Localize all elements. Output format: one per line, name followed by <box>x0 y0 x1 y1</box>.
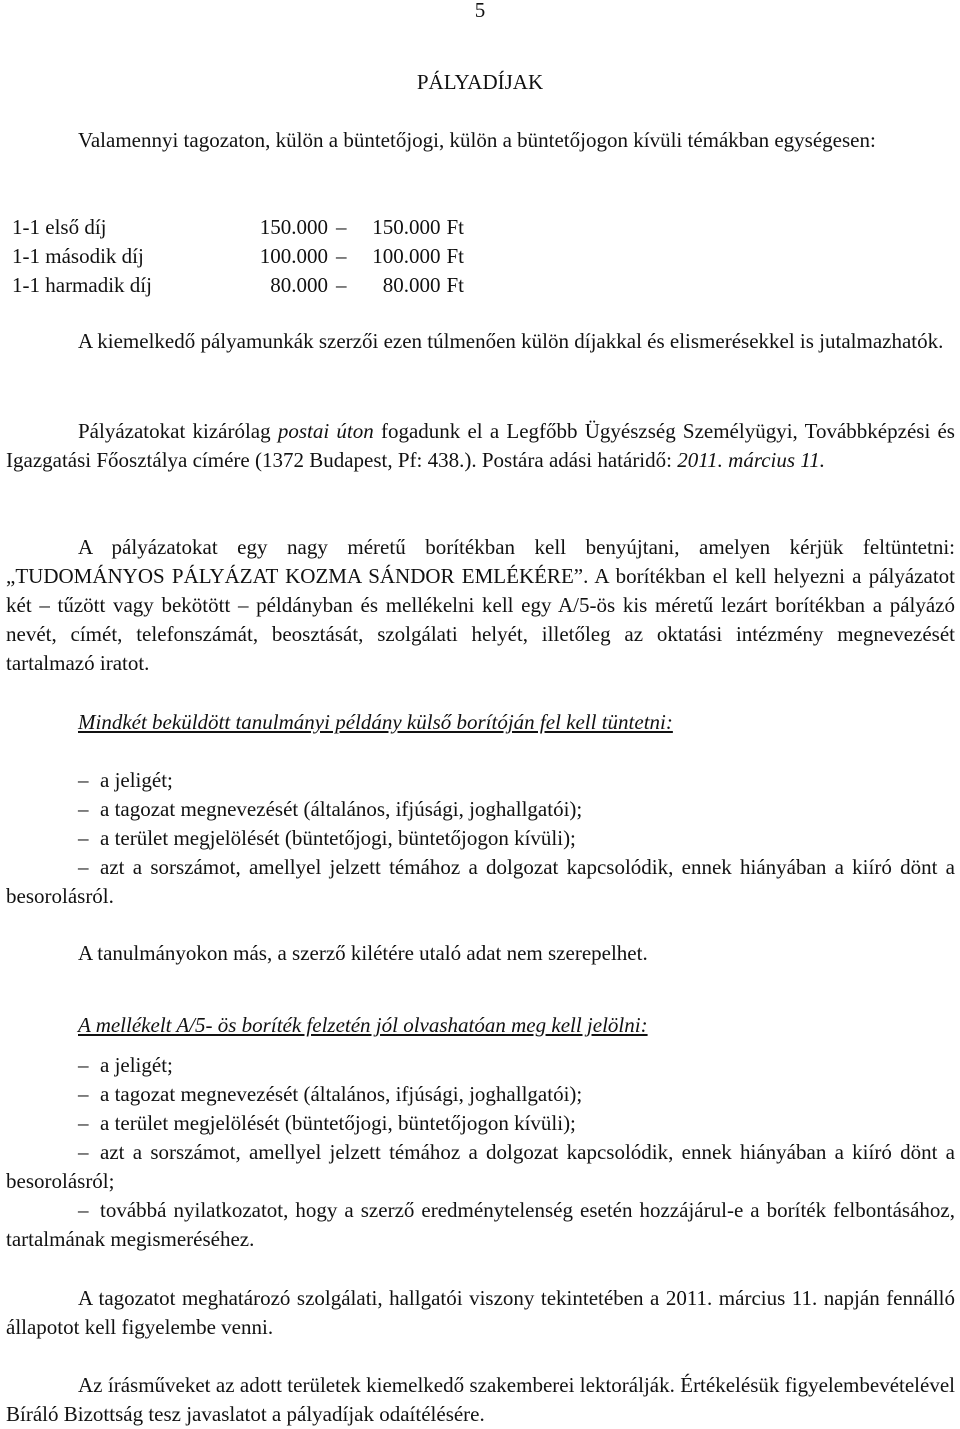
prize-amount-to: 100.000 <box>372 244 441 268</box>
review-paragraph <box>6 1371 955 1429</box>
list-item: – azt a sorszámot, amellyel jelzett témához a dolgozat kapcsolódik, ennek hiányában a kiíró dönt a besorolásról; <box>6 1140 955 1193</box>
prize-label: 1-1 harmadik díj <box>12 273 152 297</box>
envelope-paragraph <box>6 533 955 678</box>
prize-currency: Ft <box>446 273 465 297</box>
prize-amount-to: 150.000 <box>372 215 441 239</box>
intro-paragraph <box>6 126 955 155</box>
copies-heading: Mindkét beküldött tanulmányi példány külső borítóján fel kell tüntetni: <box>78 710 673 734</box>
list-item: – a terület megjelölését (büntetőjogi, büntetőjogon kívüli); <box>78 1111 576 1135</box>
range-dash: – <box>336 273 347 297</box>
prize-label: 1-1 második díj <box>12 244 144 268</box>
prize-currency: Ft <box>446 244 465 268</box>
postal-text <box>6 417 955 475</box>
prize-table <box>6 213 955 300</box>
deadline-date: 2011. március 11. <box>677 448 826 472</box>
list-item: – továbbá nyilatkozatot, hogy a szerző eredménytelenség esetén hozzájárul-e a boríték felbontásához, tartalmának megismeréséhez. <box>6 1198 955 1251</box>
a5-heading-block <box>6 1011 955 1040</box>
copies-list <box>6 766 955 911</box>
intro-text: Valamennyi tagozaton, külön a büntetőjogi, külön a büntetőjogon kívüli témákban egységesen: <box>78 128 876 152</box>
prize-currency: Ft <box>446 215 465 239</box>
list-item: – a terület megjelölését (büntetőjogi, büntetőjogon kívüli); <box>78 826 576 850</box>
postal-paragraph <box>6 417 955 475</box>
a5-heading: A mellékelt A/5- ös boríték felzetén jól olvashatóan meg kell jelölni: <box>78 1013 648 1037</box>
page-number: 5 <box>474 0 486 22</box>
prize-amount-to: 80.000 <box>382 273 441 297</box>
range-dash: – <box>336 244 347 268</box>
no-author-paragraph <box>6 939 955 968</box>
postal-text-part2: fogadunk el a Legfőbb Ügyészség Személyügyi, Továbbképzési és Igazgatási Főosztálya címére (1372 Budapest, Pf: 438.). Postára adási határidő: <box>6 419 955 472</box>
extra-awards-paragraph <box>6 327 955 356</box>
prize-row-second <box>6 242 955 271</box>
a5-list <box>6 1051 955 1254</box>
no-author-text: A tanulmányokon más, a szerző kilétére utaló adat nem szerepelhet. <box>78 941 648 965</box>
copies-heading-block <box>6 708 955 737</box>
prize-amount-from: 100.000 <box>259 244 328 268</box>
list-item: – a tagozat megnevezését (általános, ifjúsági, joghallgatói); <box>78 797 583 821</box>
prize-amount-from: 80.000 <box>270 273 328 297</box>
extra-awards-text: A kiemelkedő pályamunkák szerzői ezen túlmenően külön díjakkal és elismerésekkel is jutalmazhatók. <box>78 329 944 353</box>
list-item: – a jeligét; <box>78 1053 173 1077</box>
review-text: Az írásműveket az adott területek kiemelkedő szakemberei lektorálják. Értékelésük figyelembevételével Bíráló Bizottság tesz javaslatot a pályadíjak odaítélésére. <box>6 1373 955 1426</box>
range-dash: – <box>336 215 347 239</box>
prize-row-first <box>6 213 955 242</box>
postal-emphasis: postai úton <box>277 419 374 443</box>
prize-row-third <box>6 271 955 300</box>
list-item: – azt a sorszámot, amellyel jelzett témához a dolgozat kapcsolódik, ennek hiányában a kiíró dönt a besorolásról. <box>6 855 955 908</box>
list-item: – a tagozat megnevezését (általános, ifjúsági, joghallgatói); <box>78 1082 583 1106</box>
prize-label: 1-1 első díj <box>12 215 107 239</box>
status-paragraph <box>6 1284 955 1342</box>
envelope-text: A pályázatokat egy nagy méretű borítékban kell benyújtani, amelyen kérjük feltüntetni: „TUDOMÁNYOS PÁLYÁZAT KOZMA SÁNDOR EMLÉKÉRE”. A borítékban el kell helyezni a pályázatot két – tűzött vagy bekötött – példányban és mellékelni kell egy A/5-ös kis méretű lezárt borítékban a pályázó nevét, címét, telefonszámát, beosztását, szolgálati helyét, illetőleg az oktatási intézmény megnevezését tartalmazó iratot. <box>6 535 955 675</box>
page-title: PÁLYADÍJAK <box>416 70 544 94</box>
status-text: A tagozatot meghatározó szolgálati, hallgatói viszony tekintetében a 2011. március 11. napján fennálló állapotot kell figyelembe venni. <box>6 1286 955 1339</box>
list-item: – a jeligét; <box>78 768 173 792</box>
prize-amount-from: 150.000 <box>259 215 328 239</box>
postal-text-part1: Pályázatokat kizárólag <box>78 419 278 443</box>
